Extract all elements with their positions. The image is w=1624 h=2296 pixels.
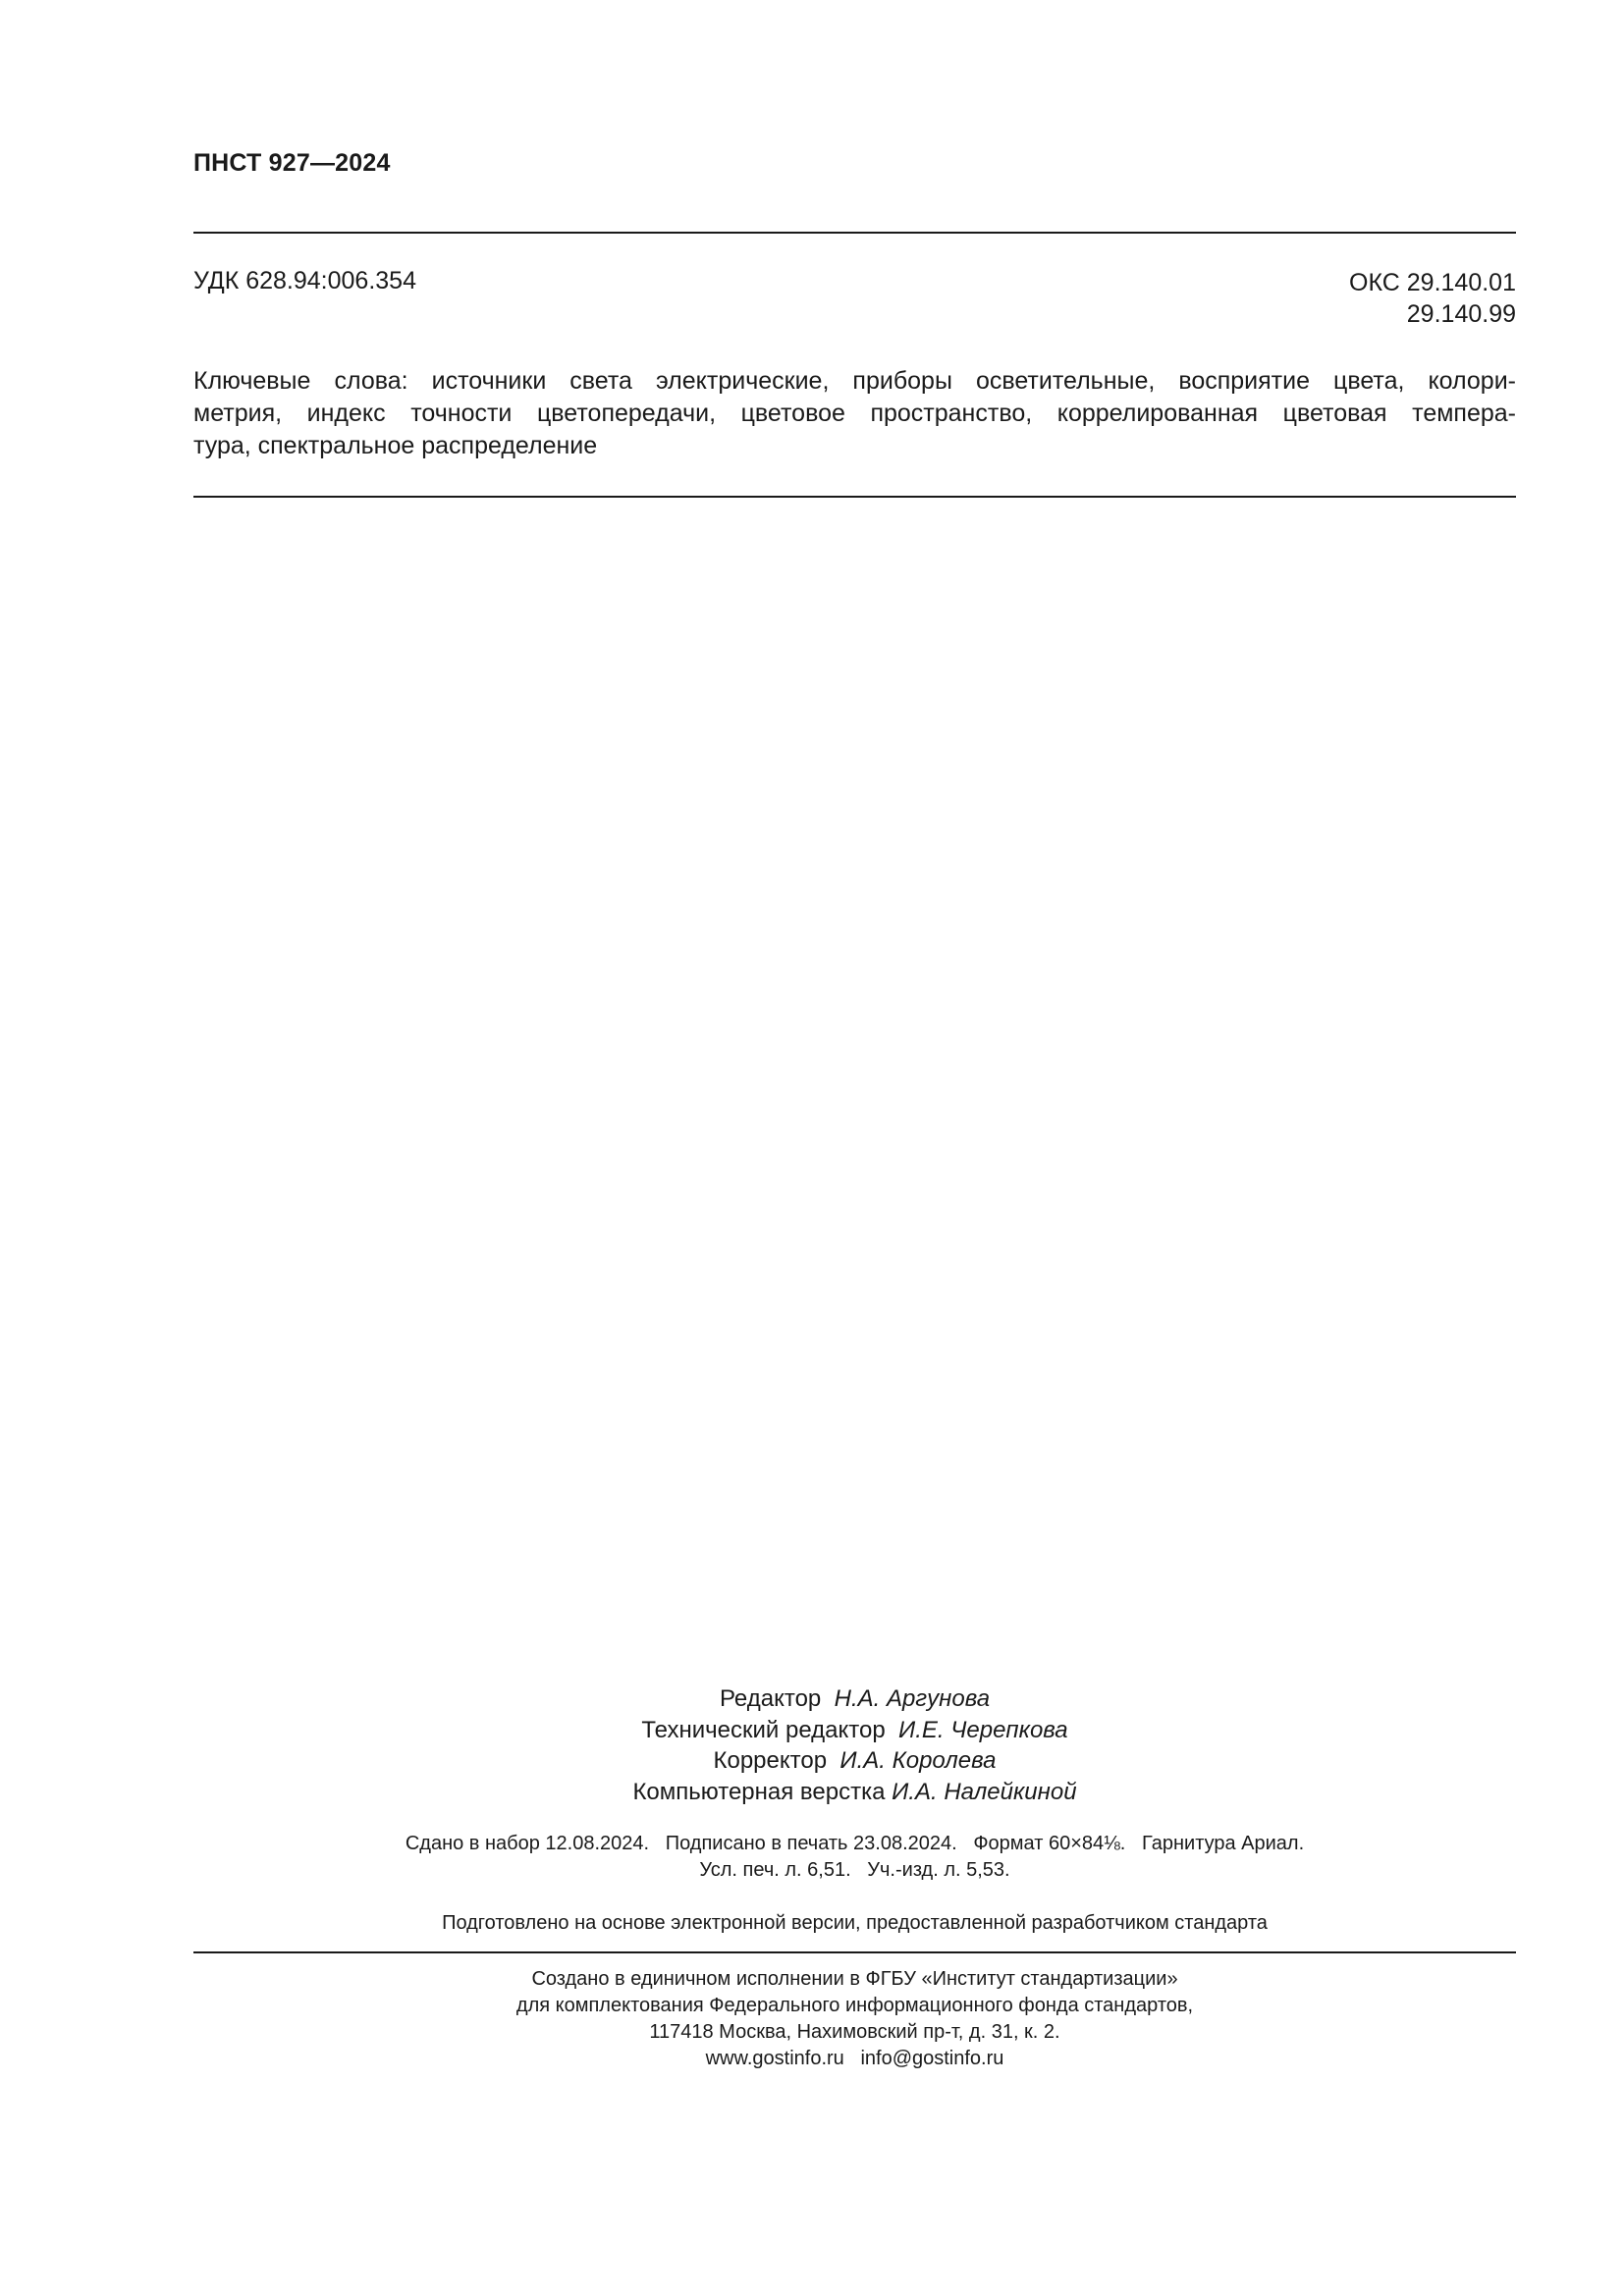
keywords-paragraph: [193, 365, 1516, 462]
prepared-note: Подготовлено на основе электронной версии, предоставленной разработчиком стандарта: [442, 1912, 1268, 1934]
credit-proofreader: [193, 1745, 1516, 1777]
publisher-website: www.gostinfo.ru: [705, 2048, 844, 2069]
keywords-line-3: тура, спектральное распределение: [193, 432, 598, 459]
imprint-line-2: Усл. печ. л. 6,51. Уч.-изд. л. 5,53.: [699, 1859, 1010, 1881]
bottom-divider: [193, 1951, 1516, 1953]
credit-name: И.Е. Черепкова: [898, 1716, 1068, 1743]
keywords-line-2: метрия, индекс точности цветопередачи, цветовое пространство, коррелированная цветовая темпера-: [193, 400, 1516, 427]
publisher-line-1: Создано в единичном исполнении в ФГБУ «Институт стандартизации»: [531, 1968, 1178, 1990]
publisher-block: [193, 1966, 1516, 2072]
credit-name: И.А. Налейкиной: [892, 1778, 1077, 1805]
oks-codes: [1349, 267, 1516, 330]
credit-role: Корректор: [713, 1747, 828, 1774]
credit-role: Редактор: [719, 1685, 822, 1712]
credit-layout: [193, 1777, 1516, 1808]
credit-tech-editor: [193, 1715, 1516, 1746]
credits-block: [193, 1683, 1516, 1807]
publisher-line-3: 117418 Москва, Нахимовский пр-т, д. 31, к. 2.: [649, 2021, 1060, 2043]
credit-role: Технический редактор: [641, 1716, 886, 1743]
credit-name: И.А. Королева: [839, 1747, 997, 1774]
imprint-line-1: Сдано в набор 12.08.2024. Подписано в печать 23.08.2024. Формат 60×84⅛. Гарнитура Ариал.: [405, 1833, 1305, 1854]
udk-code: УДК 628.94:006.354: [193, 267, 416, 294]
publisher-line-2: для комплектования Федерального информационного фонда стандартов,: [515, 1995, 1194, 2016]
imprint-block: [193, 1831, 1516, 1884]
top-divider: [193, 232, 1516, 234]
credit-role: Компьютерная верстка: [632, 1778, 886, 1805]
standard-number: ПНСТ 927—2024: [193, 149, 391, 177]
oks-code-2: 29.140.99: [1406, 300, 1516, 328]
publisher-email: info@gostinfo.ru: [860, 2048, 1004, 2069]
oks-code-1: ОКС 29.140.01: [1349, 269, 1516, 296]
keywords-divider: [193, 496, 1516, 498]
keywords-line-1: Ключевые слова: источники света электрические, приборы осветительные, восприятие цвета, колори-: [193, 367, 1516, 395]
credit-name: Н.А. Аргунова: [834, 1685, 991, 1712]
credit-editor: [193, 1683, 1516, 1715]
